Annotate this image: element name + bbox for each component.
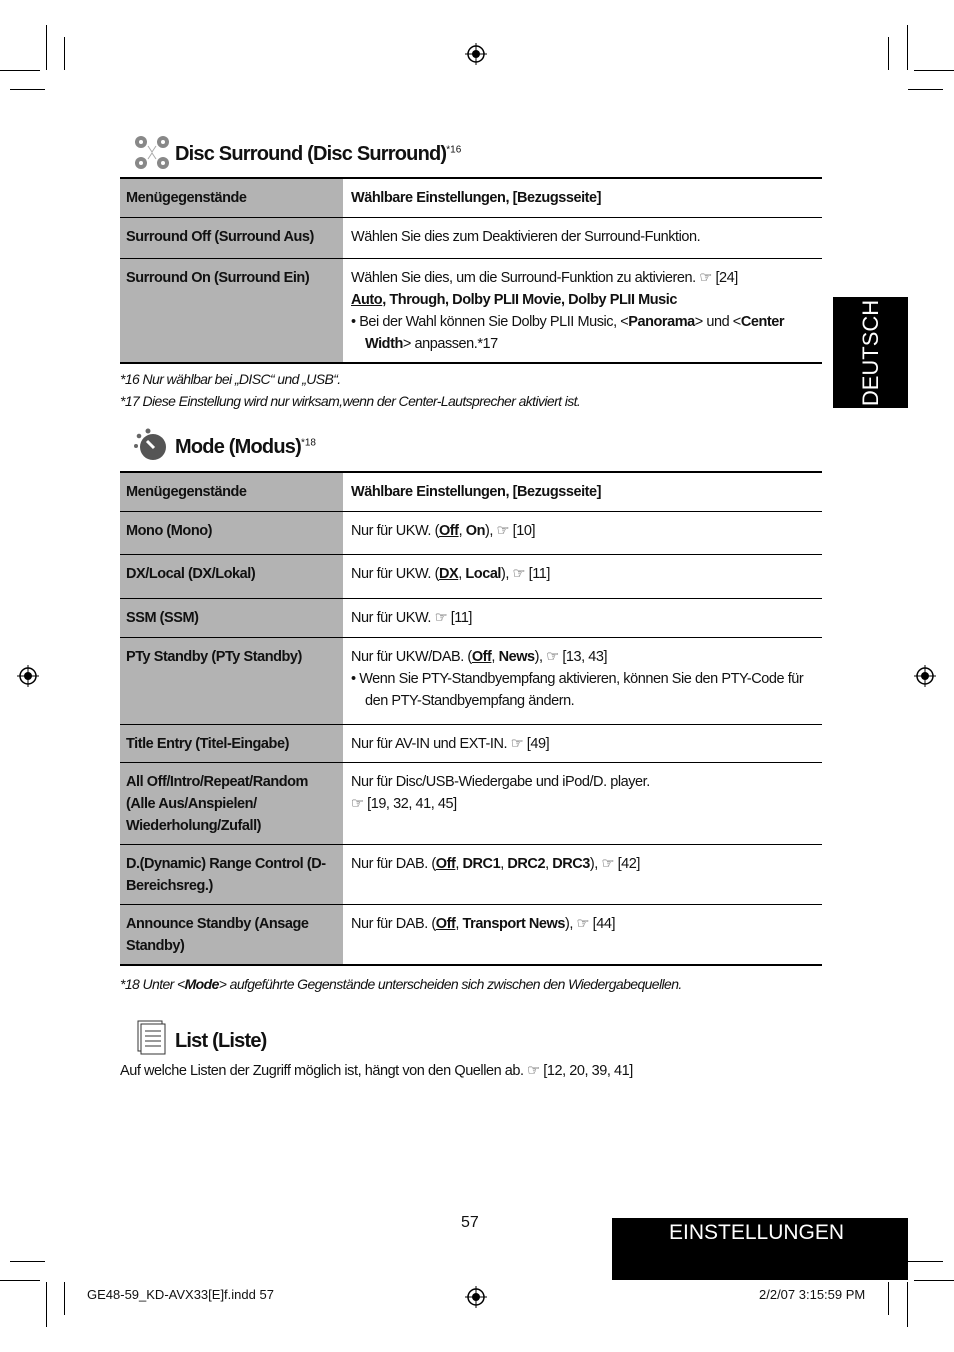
text-segment: > aufgeführte Gegenstände unterscheiden sich zwischen den Wiedergabequellen. <box>218 976 682 992</box>
text-segment: Nur für AV-IN und EXT-IN. ☞ [49] <box>351 736 550 752</box>
registration-mark-icon <box>17 665 39 687</box>
registration-mark-icon <box>914 665 936 687</box>
settings-line <box>351 607 816 629</box>
header-menu-items: Menügegenstände <box>120 472 343 512</box>
section-title-mode <box>175 436 316 459</box>
table-header-row <box>120 178 822 218</box>
settings-cell <box>343 845 822 905</box>
table-row <box>120 725 822 763</box>
crop-mark <box>914 70 954 71</box>
settings-cell <box>343 259 822 363</box>
settings-line <box>351 668 816 712</box>
text-segment: Off <box>435 856 456 872</box>
language-tab-label: DEUTSCH <box>857 299 883 406</box>
table-header-row <box>120 472 822 512</box>
settings-cell <box>343 555 822 599</box>
text-segment: > anpassen.*17 <box>402 336 498 352</box>
text-segment: , <box>458 523 466 539</box>
header-menu-items: Menügegenstände <box>120 178 343 218</box>
settings-cell <box>343 218 822 259</box>
crop-mark <box>907 25 908 70</box>
table-row <box>120 218 822 259</box>
crop-mark <box>10 89 45 90</box>
text-segment: Transport News <box>462 916 565 932</box>
text-segment: Nur für UKW. ( <box>351 566 439 582</box>
text-segment: Panorama <box>628 314 695 330</box>
language-tab <box>833 297 908 408</box>
text-segment: DRC2 <box>507 856 546 872</box>
page-number: 57 <box>461 1214 479 1231</box>
menu-item: D.(Dynamic) Range Control (D-Bereichsreg.) <box>120 845 343 905</box>
header-settings: Wählbare Einstellungen, [Bezugsseite] <box>351 190 602 206</box>
text-segment: DRC3 <box>552 856 590 872</box>
mode-table <box>120 471 822 966</box>
menu-item: PTy Standby (PTy Standby) <box>120 638 343 725</box>
header-settings: Wählbare Einstellungen, [Bezugsseite] <box>351 484 602 500</box>
text-segment: , <box>455 856 463 872</box>
text-segment: > und < <box>694 314 741 330</box>
text-segment: News <box>498 649 535 665</box>
text-segment: Mode <box>184 976 219 992</box>
crop-mark <box>0 1280 40 1281</box>
print-file-info: GE48-59_KD-AVX33[E]f.indd 57 <box>87 1287 274 1302</box>
text-segment: ), ☞ [11] <box>501 566 550 582</box>
crop-mark <box>907 1282 908 1327</box>
text-segment: *18 Unter < <box>120 976 185 992</box>
chapter-label: EINSTELLUNGEN <box>669 1221 845 1244</box>
text-segment: Center Width <box>365 314 785 352</box>
footnote-ref: *16 <box>446 144 462 156</box>
menu-item: All Off/Intro/Repeat/Random (Alle Aus/Anspielen/ Wiederholung/Zufall) <box>120 763 343 845</box>
registration-mark-icon <box>465 1286 487 1308</box>
crop-mark <box>10 1261 45 1262</box>
crop-mark <box>914 1280 954 1281</box>
table-row <box>120 259 822 363</box>
crop-mark <box>64 37 65 70</box>
text-segment: , <box>455 916 463 932</box>
settings-cell <box>343 905 822 965</box>
text-segment: Auto <box>351 292 383 308</box>
settings-line <box>351 289 816 311</box>
table-row <box>120 905 822 965</box>
text-segment: , <box>545 856 553 872</box>
text-segment: ☞ [19, 32, 41, 45] <box>351 796 457 812</box>
text-segment: On <box>465 523 485 539</box>
text-segment: , <box>458 566 466 582</box>
crop-mark <box>888 1282 889 1315</box>
text-segment: DX <box>438 566 459 582</box>
text-segment: • Bei der Wahl können Sie Dolby PLII Music, < <box>351 314 629 330</box>
settings-line <box>351 267 816 289</box>
settings-line <box>351 563 816 585</box>
crop-mark <box>888 37 889 70</box>
text-segment: ), ☞ [10] <box>484 523 536 539</box>
text-segment: Off <box>435 916 456 932</box>
text-segment: ), ☞ [42] <box>589 856 640 872</box>
settings-cell <box>343 725 822 763</box>
disc-surround-icon <box>132 134 172 172</box>
text-segment: Nur für DAB. ( <box>351 856 436 872</box>
settings-cell <box>343 763 822 845</box>
footnote-18 <box>120 976 682 992</box>
text-segment: Off <box>471 649 492 665</box>
table-row <box>120 599 822 638</box>
menu-item: Title Entry (Titel-Eingabe) <box>120 725 343 763</box>
text-segment: Nur für UKW/DAB. ( <box>351 649 472 665</box>
registration-mark-icon <box>465 43 487 65</box>
settings-cell <box>343 638 822 725</box>
text-segment: Nur für UKW. ( <box>351 523 439 539</box>
section-title-text: Disc Surround (Disc Surround) <box>175 143 447 165</box>
menu-item: SSM (SSM) <box>120 599 343 638</box>
menu-item: Mono (Mono) <box>120 512 343 555</box>
settings-line <box>351 646 816 668</box>
text-segment: , <box>491 649 499 665</box>
chapter-label-box <box>612 1218 908 1280</box>
text-segment: ), ☞ [13, 43] <box>534 649 608 665</box>
settings-cell <box>343 599 822 638</box>
table-row <box>120 512 822 555</box>
crop-mark <box>46 1282 47 1327</box>
footnote-16: *16 Nur wählbar bei „DISC“ und „USB“. <box>120 371 341 387</box>
text-segment: Nur für DAB. ( <box>351 916 436 932</box>
list-icon <box>136 1020 168 1056</box>
menu-item: Surround Off (Surround Aus) <box>120 218 343 259</box>
settings-line <box>351 226 816 248</box>
list-description: Auf welche Listen der Zugriff möglich ist, hängt von den Quellen ab. ☞ [12, 20, 39, 41] <box>120 1063 633 1079</box>
settings-line <box>351 853 816 875</box>
footnote-17: *17 Diese Einstellung wird nur wirksam,wenn der Center-Lautsprecher aktiviert ist. <box>120 393 581 409</box>
table-row <box>120 638 822 725</box>
text-segment: Local <box>465 566 502 582</box>
settings-line <box>351 520 816 542</box>
settings-line <box>351 913 816 935</box>
section-title-disc-surround <box>175 143 461 166</box>
text-segment: • Wenn Sie PTY-Standbyempfang aktivieren, können Sie den PTY-Code für den PTY-Standbyempfang ändern. <box>351 671 804 709</box>
text-segment: ), ☞ [44] <box>565 916 616 932</box>
table-row <box>120 845 822 905</box>
crop-mark <box>64 1282 65 1315</box>
text-segment: , <box>500 856 508 872</box>
text-segment: Off <box>438 523 459 539</box>
settings-line <box>351 793 816 815</box>
disc-surround-table <box>120 177 822 364</box>
text-segment: DRC1 <box>462 856 501 872</box>
text-segment: Wählen Sie dies zum Deaktivieren der Surround-Funktion. <box>351 229 701 245</box>
settings-line <box>351 733 816 755</box>
crop-mark <box>46 25 47 70</box>
mode-knob-icon <box>132 428 170 462</box>
menu-item: DX/Local (DX/Lokal) <box>120 555 343 599</box>
print-date-info: 2/2/07 3:15:59 PM <box>759 1287 866 1302</box>
text-segment: , Through, Dolby PLII Movie, Dolby PLII Music <box>382 292 677 308</box>
table-row <box>120 555 822 599</box>
settings-line <box>351 771 816 793</box>
settings-line <box>351 311 816 355</box>
footnote-ref: *18 <box>300 437 316 449</box>
text-segment: Wählen Sie dies, um die Surround-Funktion zu aktivieren. ☞ [24] <box>351 270 738 286</box>
section-title-text: Mode (Modus) <box>175 436 301 458</box>
text-segment: Nur für UKW. ☞ [11] <box>351 610 473 626</box>
text-segment: Nur für Disc/USB-Wiedergabe und iPod/D. player. <box>351 774 650 790</box>
crop-mark <box>0 70 40 71</box>
section-title-list: List (Liste) <box>175 1030 267 1052</box>
settings-cell <box>343 512 822 555</box>
table-row <box>120 763 822 845</box>
crop-mark <box>908 1261 943 1262</box>
menu-item: Surround On (Surround Ein) <box>120 259 343 363</box>
crop-mark <box>908 89 943 90</box>
menu-item: Announce Standby (Ansage Standby) <box>120 905 343 965</box>
